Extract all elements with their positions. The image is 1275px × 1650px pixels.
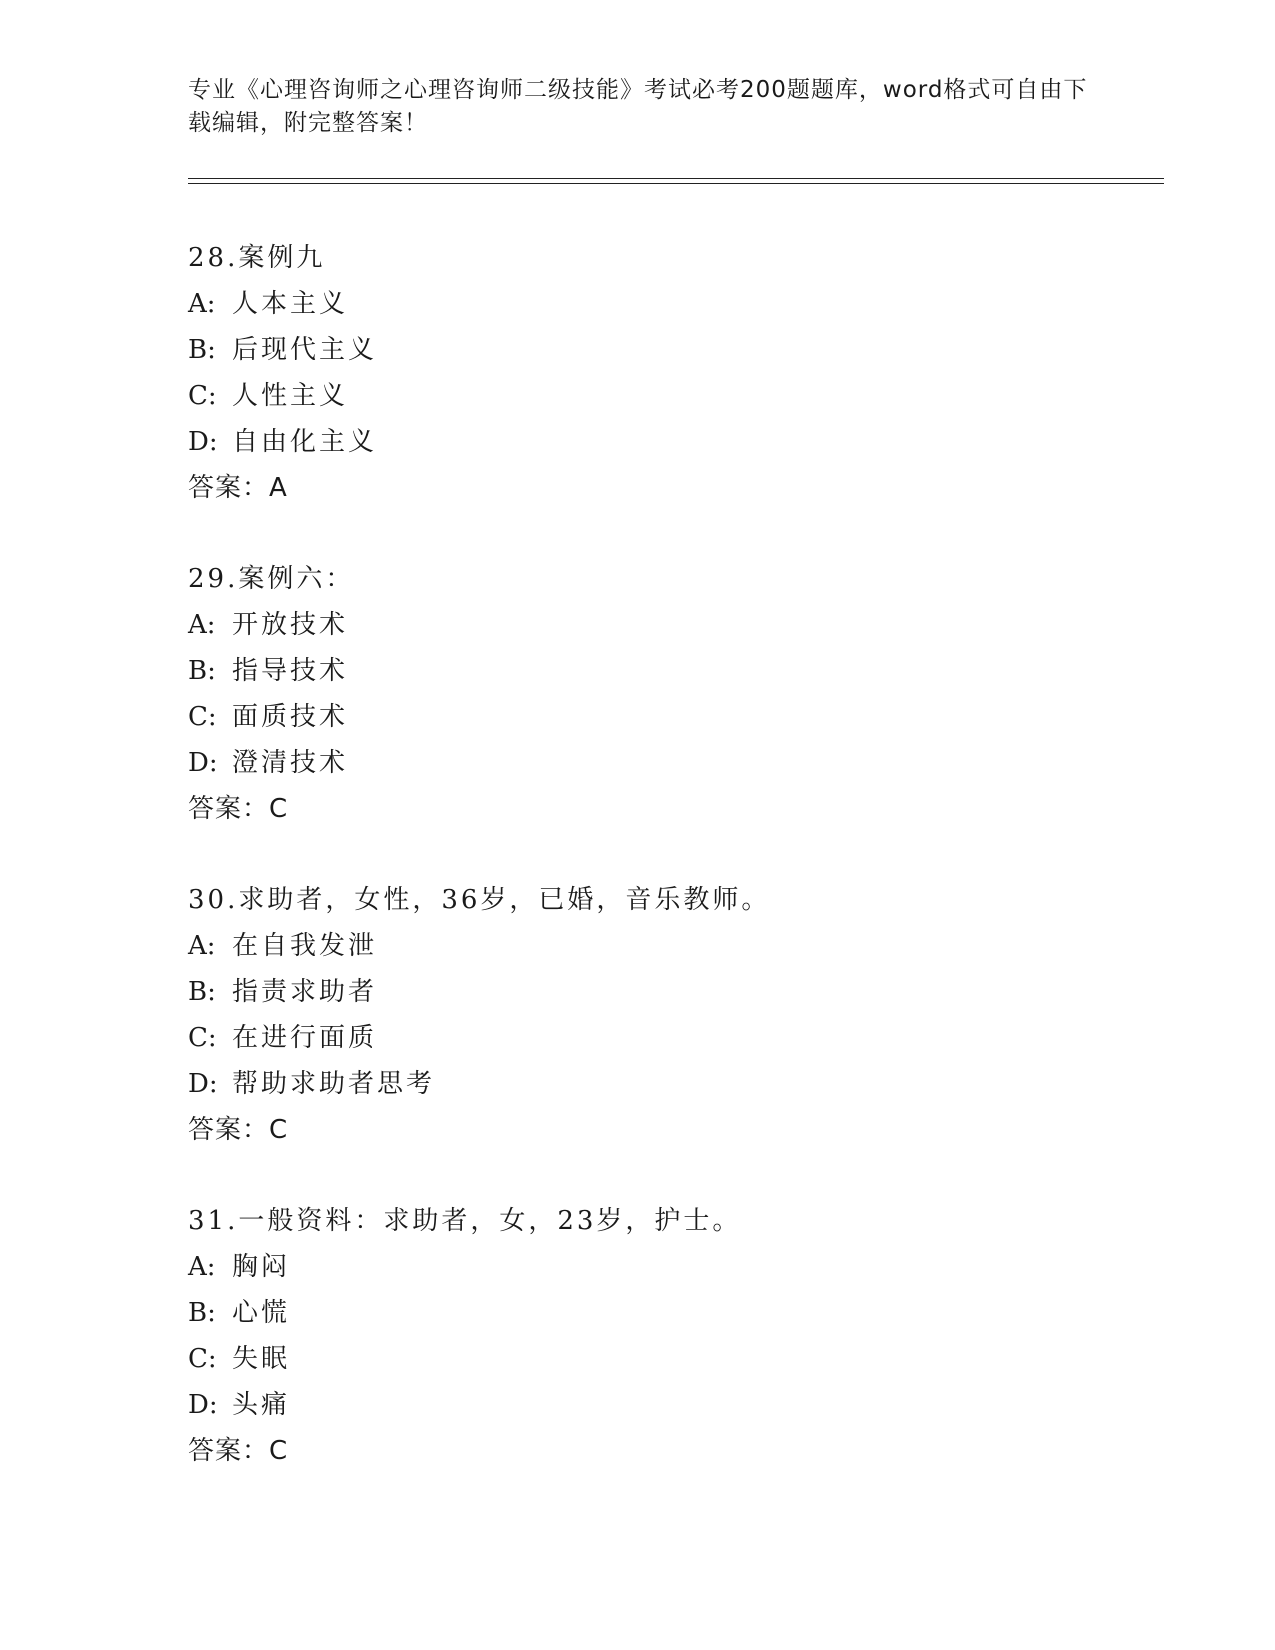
question-block (188, 556, 1088, 832)
option-letter: B: (188, 656, 216, 686)
option-letter: C: (188, 1344, 217, 1374)
option-letter: C: (188, 1023, 217, 1053)
option-letter: B: (188, 1298, 216, 1328)
option-letter: D: (188, 427, 218, 457)
option-text: 指导技术 (232, 656, 349, 686)
option-letter: D: (188, 748, 218, 778)
answer-line: 答案：C (188, 1436, 289, 1466)
option-letter: A: (188, 1252, 216, 1282)
answer-line: 答案：C (188, 794, 289, 824)
option-b (188, 648, 1088, 694)
option-text: 胸闷 (232, 1252, 291, 1282)
option-text: 在进行面质 (232, 1023, 378, 1053)
question-block (188, 235, 1088, 511)
document-header: 专业《心理咨询师之心理咨询师二级技能》考试必考200题题库，word格式可自由下载编辑，附完整答案！ (188, 77, 1088, 136)
option-a (188, 923, 1088, 969)
option-d (188, 419, 1088, 465)
option-a (188, 281, 1088, 327)
option-text: 指责求助者 (232, 977, 378, 1007)
question-stem: 28.案例九 (188, 243, 326, 273)
option-letter: B: (188, 335, 216, 365)
option-a (188, 602, 1088, 648)
option-d (188, 1061, 1088, 1107)
question-stem: 29.案例六： (188, 564, 355, 594)
option-text: 澄清技术 (232, 748, 349, 778)
option-text: 后现代主义 (232, 335, 378, 365)
option-text: 失眠 (232, 1344, 291, 1374)
option-c (188, 373, 1088, 419)
option-letter: B: (188, 977, 216, 1007)
option-b (188, 327, 1088, 373)
question-stem: 31.一般资料：求助者，女，23岁，护士。 (188, 1206, 742, 1236)
option-letter: C: (188, 381, 217, 411)
question-block (188, 1198, 1088, 1474)
question-stem: 30.求助者，女性，36岁，已婚，音乐教师。 (188, 885, 771, 915)
option-text: 在自我发泄 (232, 931, 378, 961)
option-letter: A: (188, 289, 216, 319)
option-b (188, 969, 1088, 1015)
option-d (188, 1382, 1088, 1428)
option-letter: D: (188, 1390, 218, 1420)
option-text: 开放技术 (232, 610, 349, 640)
option-letter: A: (188, 931, 216, 961)
option-text: 头痛 (232, 1390, 291, 1420)
option-text: 帮助求助者思考 (232, 1069, 436, 1099)
option-text: 面质技术 (232, 702, 349, 732)
answer-line: 答案：C (188, 1115, 289, 1145)
option-letter: A: (188, 610, 216, 640)
header-divider-bottom (188, 183, 1164, 184)
option-text: 心慌 (232, 1298, 291, 1328)
answer-line: 答案：A (188, 473, 288, 503)
option-letter: D: (188, 1069, 218, 1099)
option-text: 人性主义 (232, 381, 349, 411)
option-c (188, 694, 1088, 740)
option-a (188, 1244, 1088, 1290)
header-divider-top (188, 178, 1164, 179)
option-c (188, 1336, 1088, 1382)
option-text: 人本主义 (232, 289, 349, 319)
question-block (188, 877, 1088, 1153)
option-letter: C: (188, 702, 217, 732)
option-d (188, 740, 1088, 786)
option-text: 自由化主义 (232, 427, 378, 457)
option-c (188, 1015, 1088, 1061)
option-b (188, 1290, 1088, 1336)
